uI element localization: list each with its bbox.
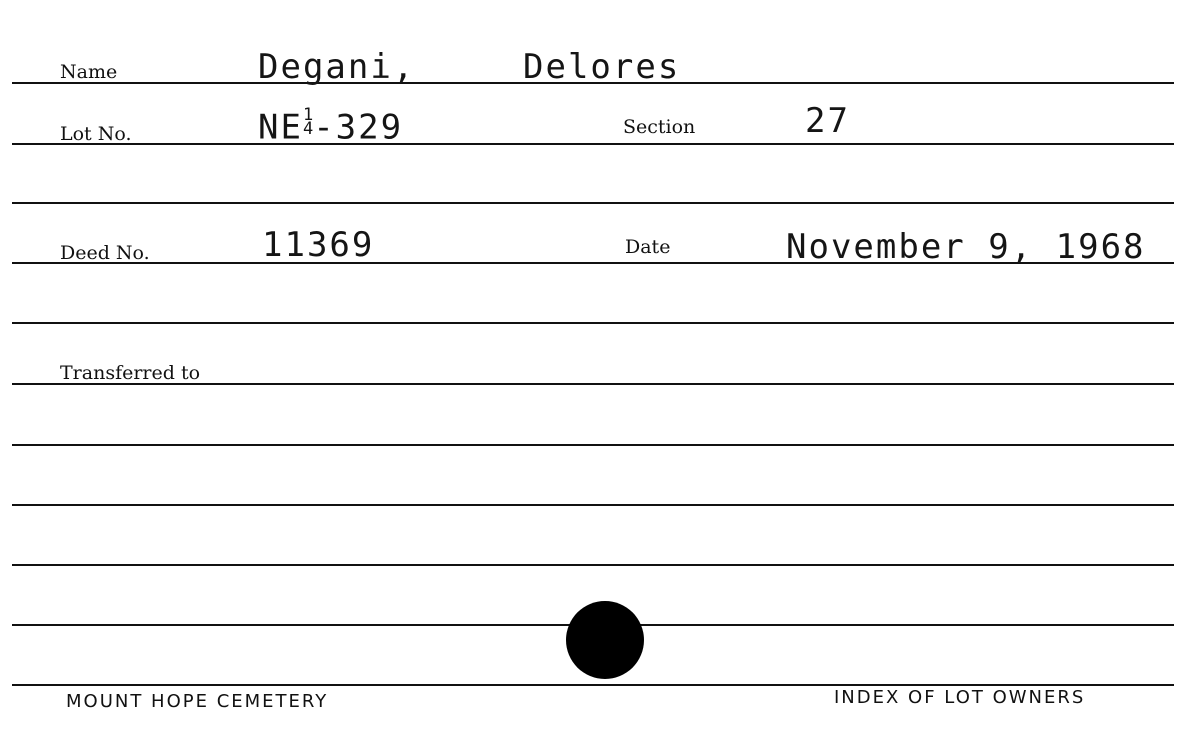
deed-number-value: 11369 — [262, 225, 375, 265]
punch-hole — [566, 601, 644, 679]
date-value: November 9, 1968 — [786, 227, 1146, 267]
section-value: 27 — [805, 101, 850, 141]
name-label: Name — [60, 61, 118, 83]
footer-cemetery-name: MOUNT HOPE CEMETERY — [66, 691, 329, 712]
deed-number-label: Deed No. — [60, 242, 150, 264]
given-name-value: Delores — [523, 47, 681, 87]
lot-number-label: Lot No. — [60, 123, 132, 145]
ruled-line — [12, 202, 1174, 204]
lot-number-suffix: -329 — [313, 107, 404, 148]
ruled-line — [12, 444, 1174, 446]
fraction-denominator: 4 — [302, 119, 314, 140]
ruled-line — [12, 564, 1174, 566]
lot-quarter-prefix: NE — [258, 107, 303, 148]
lot-number-value — [258, 105, 404, 148]
ruled-line — [12, 143, 1174, 145]
date-label: Date — [625, 236, 671, 258]
section-label: Section — [623, 116, 696, 138]
fraction-numerator: 1 — [302, 105, 314, 125]
lot-quarter-fraction — [302, 105, 314, 140]
ruled-line — [12, 684, 1174, 686]
transferred-to-label: Transferred to — [60, 362, 201, 384]
ruled-line — [12, 322, 1174, 324]
footer-index-title: INDEX OF LOT OWNERS — [834, 687, 1086, 708]
surname-value: Degani, — [258, 47, 416, 87]
ruled-line — [12, 504, 1174, 506]
